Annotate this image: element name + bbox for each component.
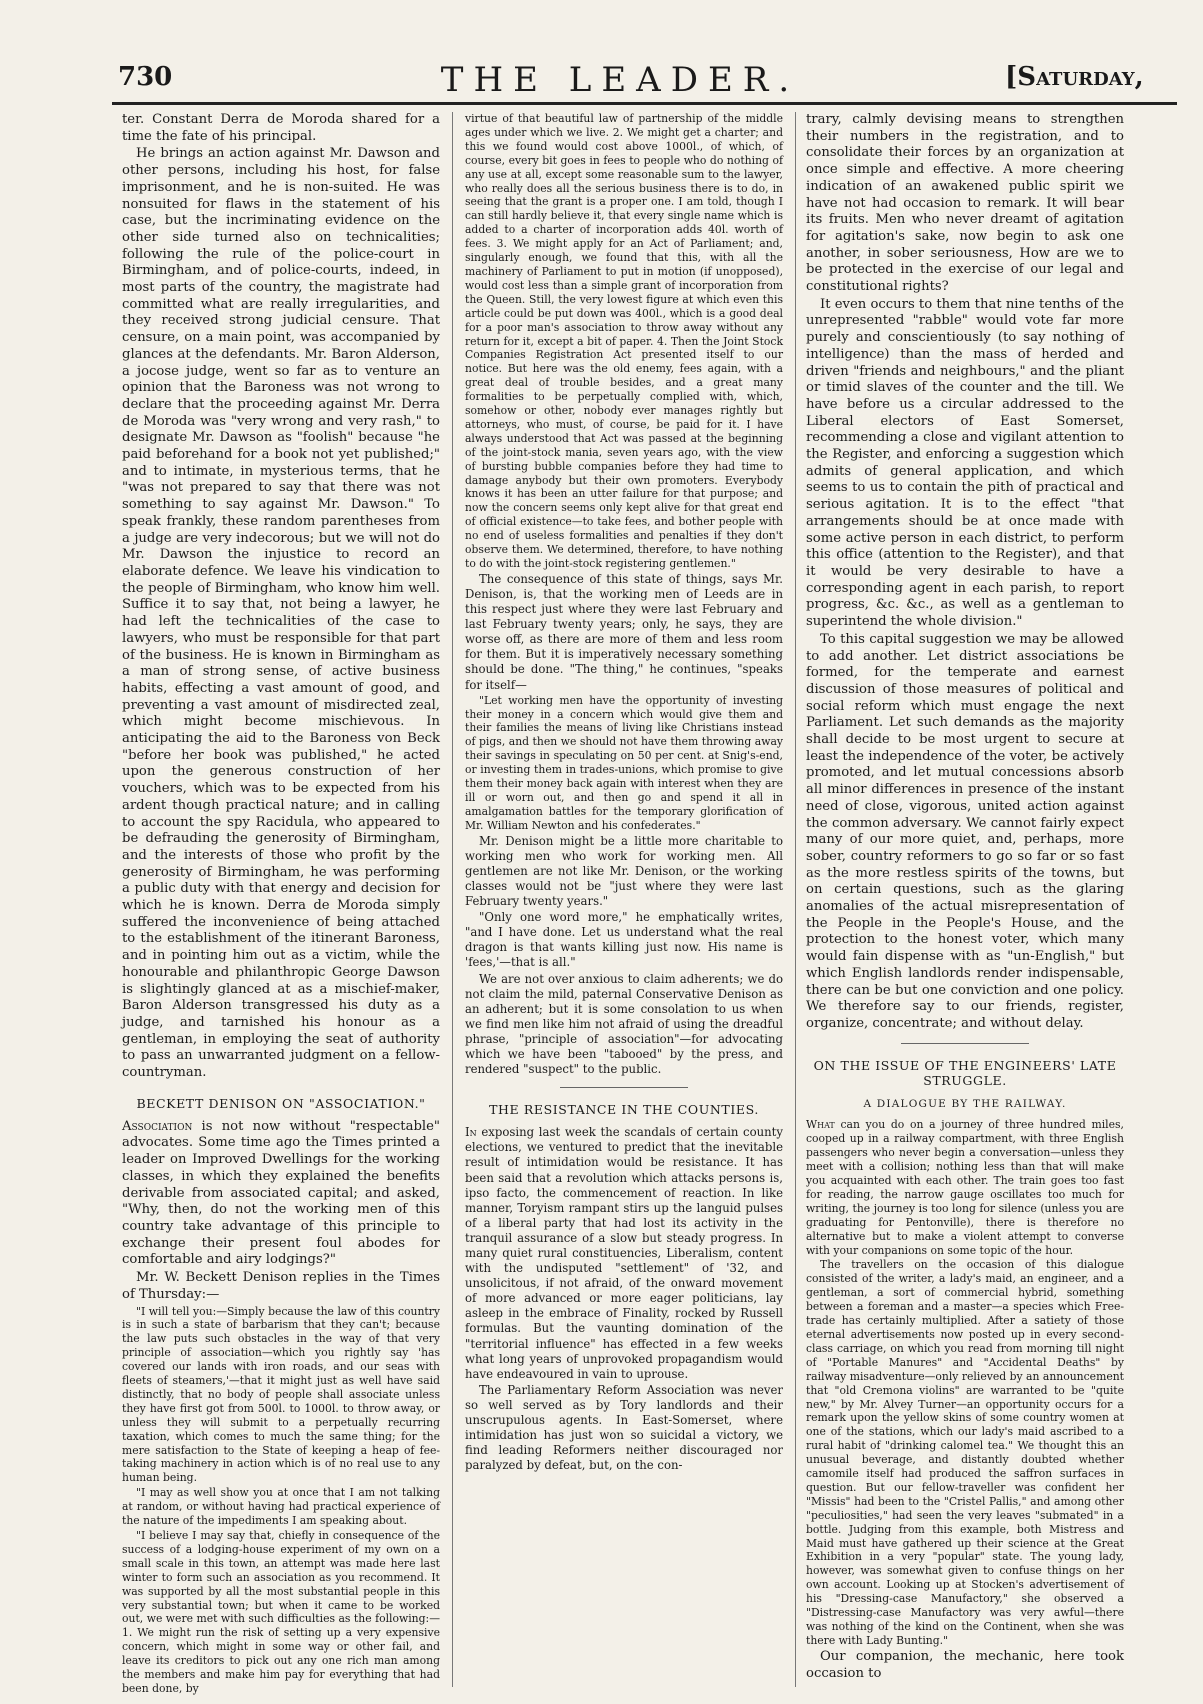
lead-word: What xyxy=(806,1118,835,1132)
paragraph: What can you do on a journey of three hundred miles, cooped up in a railway compartment, with three English passengers who never begin a conversation—unless they meet with a collision; nothing less than that will make you acquainted with each other. The train goes too fast for reading, the narrow gauge oscillates too much for writing, the journey is too long for silence (unless you are graduating for Pentonville), there is therefore no alternative but to make a violent attempt to converse with your companions on some topic of the hour. xyxy=(806,1118,1124,1257)
quotation: "I believe I may say that, chiefly in consequence of the success of a lodging-house experiment of my own on a small scale in this town, an attempt was made here last winter to form such an association as you recommend. It was supported by all the most substantial people in this very substantial town; but when it came to be worked out, we were met with such difficulties as the following:—1. We might run the risk of setting up a very expensive concern, which might in some way or other fail, and leave its creditors to pick out any one rich man among the members and make him pay for everything that had been done, by xyxy=(122,1529,440,1695)
separator xyxy=(560,1087,687,1088)
lead-word: Association xyxy=(122,1118,193,1134)
header-rule xyxy=(112,102,1177,105)
column-3 xyxy=(806,112,1124,1687)
article-heading: BECKETT DENISON ON "ASSOCIATION." xyxy=(136,1095,426,1111)
paragraph: The consequence of this state of things, says Mr. Denison, is, that the working men of Leeds are in this respect just where they were last February and last February twenty years; only, he says, they are worse off, as there are more of them and less room for them. But it is imperatively necessary something should be done. "The thing," he continues, "speaks for itself— xyxy=(465,571,783,692)
quotation: "Let working men have the opportunity of investing their money in a concern which would give them and their families the means of living like Christians instead of pigs, and then we should not have them throwing away their savings in speculating on 50 per cent. at Snig's-end, or investing them in trades-unions, which promise to give them their money back again with interest when they are ill or worn out, and then go and spend it all in amalgamation battles for the temporary glorification of Mr. William Newton and his confederates." xyxy=(465,693,783,832)
column-1 xyxy=(122,112,440,1695)
separator xyxy=(901,1043,1028,1044)
page-header xyxy=(0,0,1203,110)
paragraph: It even occurs to them that nine tenths of the unrepresented "rabble" would vote far more purely and conscientiously (to say nothing of intelligence) than the mass of herded and driven "friends and neighbours," and the pliant or timid slaves of the counter and the till. We have before us a circular addressed to the Liberal electors of East Somerset, recommending a close and vigilant attention to the Register, and enforcing a suggestion which admits of general application, and which seems to us to contain the pith of practical and serious agitation. It is to the effect "that arrangements should be at once made with some active person in each district, to perform this office (attention to the Register), and that it would be very desirable to have a corresponding agent in each parish, to report progress, &c. &c., as well as a gentleman to superintend the whole division." xyxy=(806,296,1124,630)
quotation: "I will tell you:—Simply because the law of this country is in such a state of barbarism that they can't; because the law puts such obstacles in the way of that very principle of association—which you rightly say 'has covered our lands with iron roads, and our seas with fleets of steamers,'—that it might just as well have said distinctly, that no body of people shall associate unless they have first got from 500l. to 1000l. to throw away, or unless they will submit to a perpetually recurring taxation, which comes to much the same thing; for the mere satisfaction to the State of keeping a heap of fee-taking machinery in action which is of no real use to any human being. xyxy=(122,1304,440,1485)
date-label: [Saturday, xyxy=(1005,62,1144,92)
paragraph: Our companion, the mechanic, here took occasion to xyxy=(806,1648,1124,1681)
lead-word: In xyxy=(465,1125,477,1140)
paragraph: The travellers on the occasion of this dialogue consisted of the writer, a lady's maid, an engineer, and a gentleman, a sort of commercial hybrid, something between a foreman and a master—a species which Free-trade has certainly multiplied. After a satiety of those eternal advertisements now posted up in every second-class carriage, on which you read from morning till night of "Portable Manures" and "Accidental Deaths" by railway misadventure—only relieved by an announcement that "old Cremona violins" are warranted to be "quite new," by Mr. Alvey Turner—an opportunity occurs for a remark upon the yellow skins of some country women at one of the stations, which our lady's maid ascribed to a rural habit of "drinking calomel tea." We thought this an unusual beverage, and distantly doubted whether camomile itself had produced the saffron surfaces in question. But our fellow-traveller was confident her "Missis" had been to the "Cristel Pallis," and among other "peculiosities," had seen the very leaves "submated" in a bottle. Judging from this example, both Mistress and Maid must have gathered up their science at the Great Exhibition in a very "popular" state. The young lady, however, was somewhat given to confuse things on her own account. Looking up at Stocken's advertisement of his "Dressing-case Manufactory," she observed a "Distressing-case Manufactory was very awful—there was nothing of the kind on the Continent, when she was there with Lady Bunting." xyxy=(806,1258,1124,1647)
article-heading: THE RESISTANCE IN THE COUNTIES. xyxy=(489,1102,759,1118)
paragraph: In exposing last week the scandals of certain county elections, we ventured to predict that the inevitable result of intimidation would be resistance. It has been said that a revolution which attacks persons is, ipso facto, the commencement of reaction. In like manner, Toryism rampant stirs up the languid pulses of a liberal party that had lost its activity in the tranquil assurance of a slow but steady progress. In many quiet rural constituencies, Liberalism, content with the undisputed "settlement" of '32, and unsolicitous, if not afraid, of the onward movement of more advanced or more eager politicians, lay asleep in the embrace of Finality, rocked by Russell formulas. But the vaunting domination of the "territorial influence" has effected in a few weeks what long years of unprovoked propagandism would have endeavoured in vain to uprouse. xyxy=(465,1125,783,1381)
column-divider xyxy=(452,112,453,1687)
article-subheading: A DIALOGUE BY THE RAILWAY. xyxy=(863,1097,1067,1110)
paragraph: We are not over anxious to claim adherents; we do not claim the mild, paternal Conservative Denison as an adherent; but it is some consolation to us when we find men like him not afraid of using the dreadful phrase, "principle of association"—for advocating which we have been "tabooed" by the press, and rendered "suspect" to the public. xyxy=(465,971,783,1077)
column-divider xyxy=(795,112,796,1687)
paragraph: To this capital suggestion we may be allowed to add another. Let district associations be formed, for the temperate and earnest discussion of those measures of political and social reform which must engage the next Parliament. Let such demands as the majority shall decide to be most urgent to secure at least the independence of the voter, be actively promoted, and let mutual concessions absorb all minor differences in presence of the instant need of close, vigorous, united action against the common adversary. We cannot fairly expect many of our more quiet, and, perhaps, more sober, country reformers to go so far or so fast as the more restless spirits of the towns, but on certain questions, such as the glaring anomalies of the actual misrepresentation of the People in the People's House, and the protection to the honest voter, which many would fain dispense with as "un-English," but which English landlords render indispensable, there can be but one conviction and one policy. We therefore say to our friends, register, organize, concentrate; and without delay. xyxy=(806,631,1124,1031)
paragraph: He brings an action against Mr. Dawson and other persons, including his host, for false imprisonment, and he is non-suited. He was nonsuited for flaws in the statement of his case, but the incriminating evidence on the other side turned also on technicalities; following the rule of the police-court in Birmingham, and of police-courts, indeed, in most parts of the country, the magistrate had committed what are really irregularities, and they received strong judicial censure. That censure, on a main point, was accompanied by glances at the defendants. Mr. Baron Alderson, a jocose judge, went so far as to venture an opinion that the Baroness was not wrong to declare that the proceeding against Mr. Derra de Moroda was "very wrong and very rash," to designate Mr. Dawson as "foolish" because "he paid beforehand for a book not yet published;" and to intimate, in mysterious terms, that he "was not prepared to say that there was not something to say against Mr. Dawson." To speak frankly, these random parentheses from a judge are very indecorous; but we will not do Mr. Dawson the injustice to record an elaborate defence. We leave his vindication to the people of Birmingham, who know him well. Suffice it to say that, not being a lawyer, he had left the technicalities of the case to lawyers, who must be responsible for that part of the business. He is known in Birmingham as a man of strong sense, of active business habits, effecting a vast amount of good, and preventing a vast amount of misdirected zeal, which might become mischievous. In anticipating the aid to the Baroness von Beck "before her book was published," he acted upon the generous construction of her vouchers, which was to be expected from his ardent though practical nature; and in calling to account the spy Racidula, who appeared to be defrauding the generosity of Birmingham, and the interests of those who profit by the generosity of Birmingham, he was performing a public duty with that energy and decision for which he is known. Derra de Moroda simply suffered the inconvenience of being attached to the establishment of the itinerant Baroness, and in pointing him out as a victim, while the honourable and philanthropic George Dawson is slightingly glanced at as a mischief-maker, Baron Alderson transgressed his duty as a judge, and tarnished his honour as a gentleman, in employing the seat of authority to pass an unwarranted judgment on a fellow-countryman. xyxy=(122,146,440,1081)
page-number: 730 xyxy=(118,62,173,92)
paragraph: The Parliamentary Reform Association was never so well served as by Tory landlords and their unscrupulous agents. In East-Somerset, where intimidation has just won so suicidal a victory, we find leading Reformers neither discouraged nor paralyzed by defeat, but, on the con- xyxy=(465,1382,783,1473)
column-2 xyxy=(465,112,783,1687)
masthead: THE LEADER. xyxy=(440,60,800,100)
paragraph: "Only one word more," he emphatically writes, "and I have done. Let us understand what the real dragon is that wants killing just now. His name is 'fees,'—that is all." xyxy=(465,910,783,970)
paragraph: Association is not now without "respectable" advocates. Some time ago the Times printed a leader on Improved Dwellings for the working classes, in which they explained the benefits derivable from associated capital; and asked, "Why, then, do not the working men of this country take advantage of this principle to exchange their present foul abodes for comfortable and airy lodgings?" xyxy=(122,1118,440,1268)
paragraph: ter. Constant Derra de Moroda shared for a time the fate of his principal. xyxy=(122,112,440,144)
paragraph: Mr. W. Beckett Denison replies in the Times of Thursday:— xyxy=(122,1270,440,1302)
article-heading: ON THE ISSUE OF THE ENGINEERS' LATE STRUGGLE. xyxy=(813,1057,1117,1088)
quotation: "I may as well show you at once that I am not talking at random, or without having had practical experience of the nature of the impediments I am speaking about. xyxy=(122,1486,440,1528)
paragraph: Mr. Denison might be a little more charitable to working men who work for working men. All gentlemen are not like Mr. Denison, or the working classes would not be "just where they were last February twenty years." xyxy=(465,833,783,909)
paragraph: trary, calmly devising means to strengthen their numbers in the registration, and to consolidate their forces by an organization at once simple and effective. A more cheering indication of an awakened public spirit we have not had occasion to remark. It will bear its fruits. Men who never dreamt of agitation for agitation's sake, now begin to ask one another, in sober seriousness, How are we to be protected in the exercise of our legal and constitutional rights? xyxy=(806,112,1124,295)
quotation: virtue of that beautiful law of partnership of the middle ages under which we live. 2. We might get a charter; and this we found would cost above 1000l., of which, of course, every bit goes in fees to people who do nothing of any use at all, except some reasonable sum to the lawyer, who really does all the serious business there is to do, in seeing that the grant is a proper one. I am told, though I can still hardly believe it, that every single name which is added to a charter of incorporation adds 40l. worth of fees. 3. We might apply for an Act of Parliament; and, singularly enough, we found that this, with all the machinery of Parliament to put in motion (if unopposed), would cost less than a simple grant of incorporation from the Queen. Still, the very lowest figure at which even this article could be put down was 400l., which is a good deal for a poor man's association to throw away without any return for it, except a bit of paper. 4. Then the Joint Stock Companies Registration Act presented itself to our notice. But here was the old enemy, fees again, with a great deal of trouble besides, and a great many formalities to be perpetually complied with, which, somehow or other, nobody ever manages rightly but attorneys, who must, of course, be paid for it. I have always understood that Act was passed at the beginning of the joint-stock mania, seven years ago, with the view of bursting bubble companies before they had time to damage anybody but their own promoters. Everybody knows it has been an utter failure for that purpose; and now the concern seems only kept alive for that great end of official existence—to take fees, and bother people with no end of useless formalities and penalties if they don't observe them. We determined, therefore, to have nothing to do with the joint-stock registering gentlemen." xyxy=(465,112,783,570)
